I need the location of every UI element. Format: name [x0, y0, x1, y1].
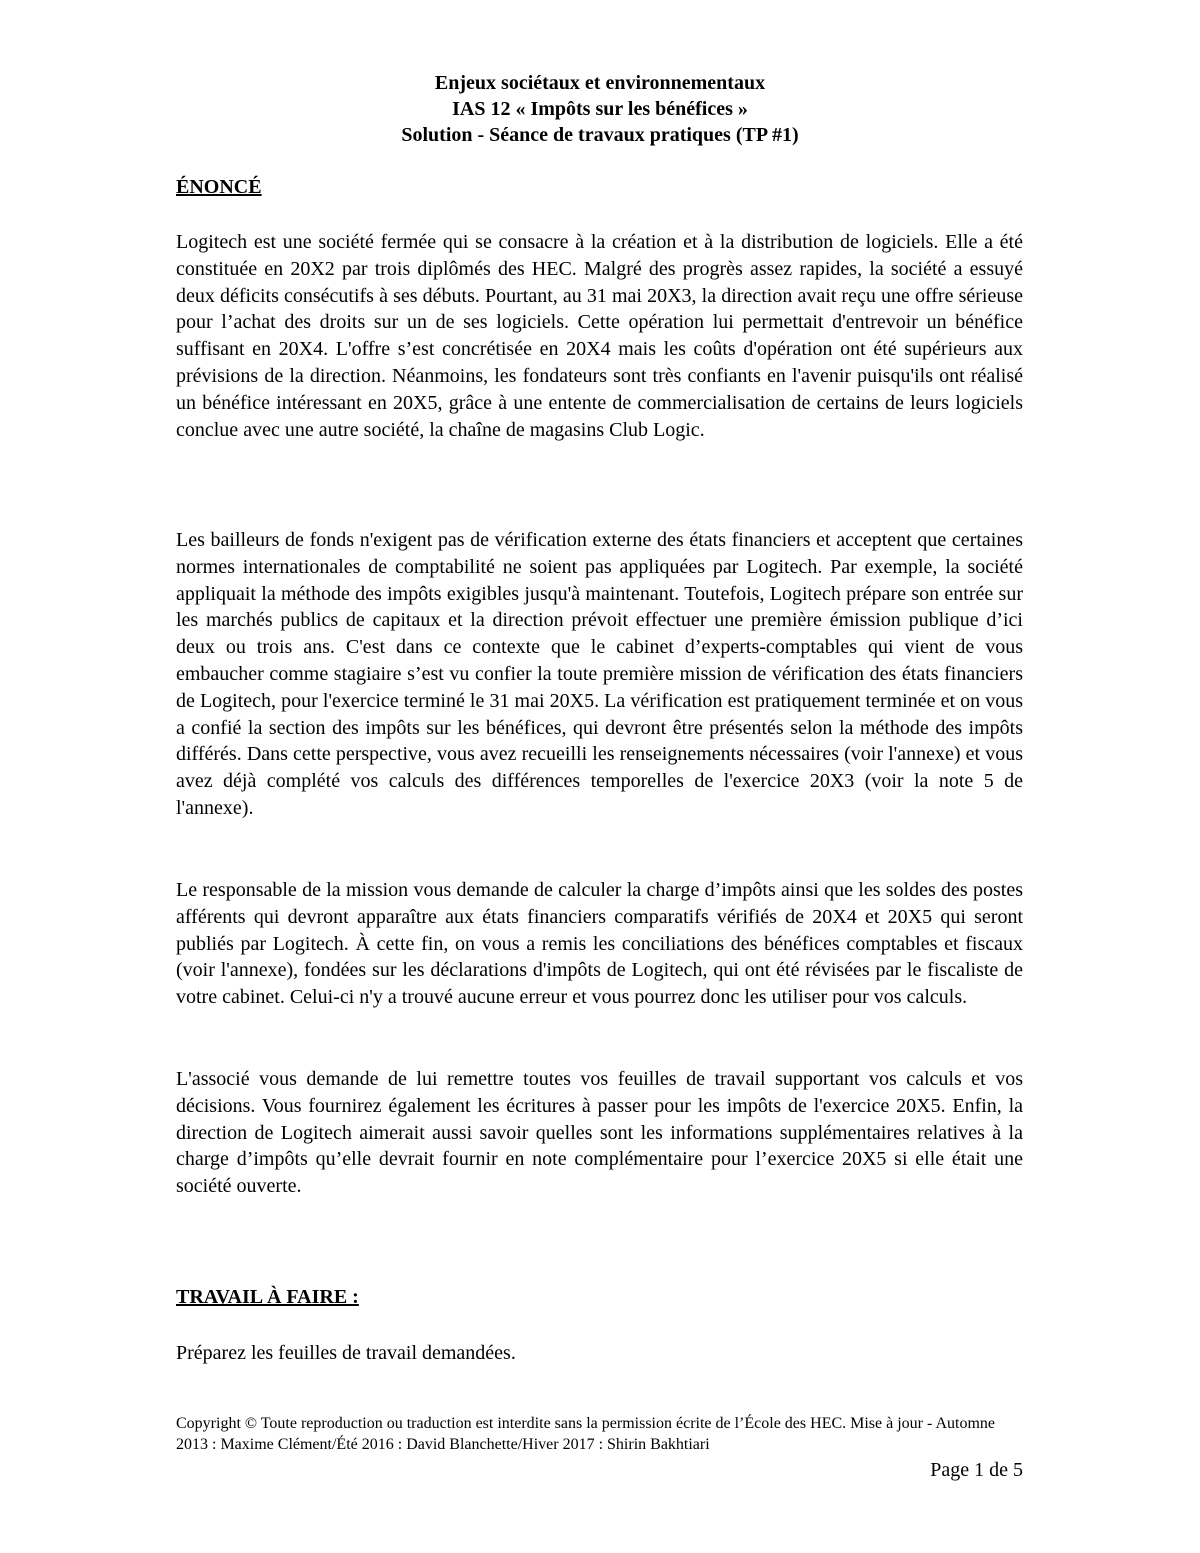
document-header — [0, 70, 1200, 148]
enonce-paragraph-1: Logitech est une société fermée qui se consacre à la création et à la distribution de logiciels. Elle a été constituée en 20X2 par trois diplômés des HEC. Malgré des progrès assez rapides, la société a essuyé deux déficits consécutifs à ses débuts. Pourtant, au 31 mai 20X3, la direction avait reçu une offre sérieuse pour l’achat des droits sur un de ses logiciels. Cette opération lui permettait d'entrevoir un bénéfice suffisant en 20X4. L'offre s’est concrétisée en 20X4 mais les coûts d'opération ont été supérieurs aux prévisions de la direction. Néanmoins, les fondateurs sont très confiants en l'avenir puisqu'ils ont réalisé un bénéfice intéressant en 20X5, grâce à une entente de commercialisation de certains de leurs logiciels conclue avec une autre société, la chaîne de magasins Club Logic. — [176, 231, 1023, 441]
footer-copyright: Copyright © Toute reproduction ou traduction est interdite sans la permission écrite de l’École des HEC. Mise à jour - Automne 2013 : Maxime Clément/Été 2016 : David Blanchette/Hiver 2017 : Shirin Bakhtiari — [176, 1415, 995, 1453]
page-number: Page 1 de 5 — [930, 1459, 1023, 1481]
header-standard-title: IAS 12 « Impôts sur les bénéfices » — [452, 98, 748, 120]
enonce-paragraph-4: L'associé vous demande de lui remettre toutes vos feuilles de travail supportant vos calculs et vos décisions. Vous fournirez également les écritures à passer pour les impôts de l'exercice 20X5. Enfin, la direction de Logitech aimerait aussi savoir quelles sont les informations supplémentaires relatives à la charge d’impôts qu’elle devrait fournir en note complémentaire pour l’exercice 20X5 si elle était une société ouverte. — [176, 1068, 1023, 1198]
header-session-title: Solution - Séance de travaux pratiques (TP #1) — [401, 124, 799, 146]
enonce-heading: ÉNONCÉ — [176, 176, 262, 198]
header-course-title: Enjeux sociétaux et environnementaux — [434, 72, 766, 94]
travail-heading: TRAVAIL À FAIRE : — [176, 1286, 359, 1308]
enonce-paragraph-3: Le responsable de la mission vous demande de calculer la charge d’impôts ainsi que les soldes des postes afférents qui devront apparaître aux états financiers comparatifs vérifiés de 20X4 et 20X5 qui seront publiés par Logitech. À cette fin, on vous a remis les conciliations des bénéfices comptables et fiscaux (voir l'annexe), fondées sur les déclarations d'impôts de Logitech, qui ont été révisées par le fiscaliste de votre cabinet. Celui-ci n'y a trouvé aucune erreur et vous pourrez donc les utiliser pour vos calculs. — [176, 879, 1023, 1009]
travail-text: Préparez les feuilles de travail demandées. — [176, 1342, 516, 1364]
enonce-paragraph-2: Les bailleurs de fonds n'exigent pas de vérification externe des états financiers et acceptent que certaines normes internationales de comptabilité ne soient pas appliquées par Logitech. Par exemple, la société appliquait la méthode des impôts exigibles jusqu'à maintenant. Toutefois, Logitech prépare son entrée sur les marchés publics de capitaux et la direction prévoit effectuer une première émission publique d’ici deux ou trois ans. C'est dans ce contexte que le cabinet d’experts-comptables qui vient de vous embaucher comme stagiaire s’est vu confier la toute première mission de vérification des états financiers de Logitech, pour l'exercice terminé le 31 mai 20X5. La vérification est pratiquement terminée et on vous a confié la section des impôts sur les bénéfices, qui devront être présentés selon la méthode des impôts différés. Dans cette perspective, vous avez recueilli les renseignements nécessaires (voir l'annexe) et vous avez déjà complété vos calculs des différences temporelles de l'exercice 20X3 (voir la note 5 de l'annexe). — [176, 529, 1023, 819]
